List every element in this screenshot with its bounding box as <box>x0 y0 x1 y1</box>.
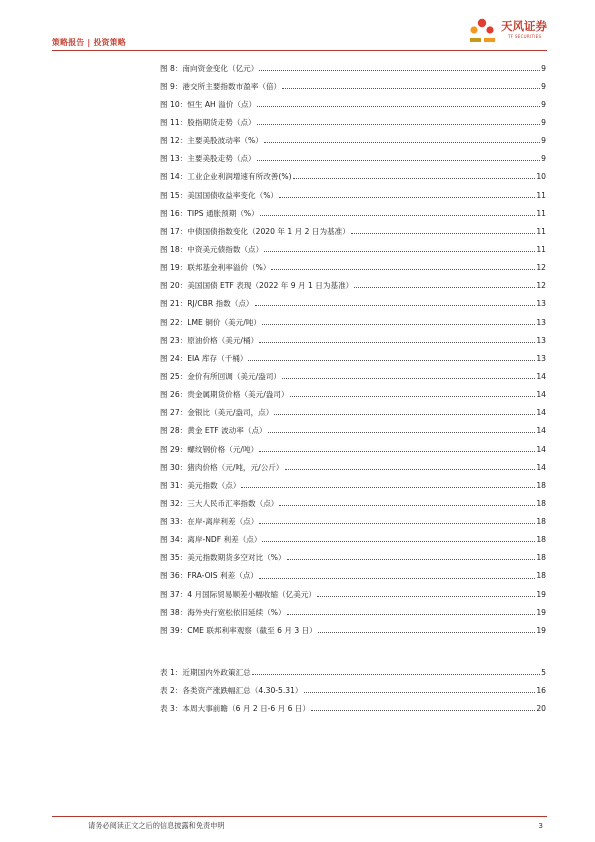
table-of-contents <box>160 54 546 713</box>
dot-leader <box>257 124 541 125</box>
toc-entry-page: 12 <box>536 281 546 291</box>
dot-leader <box>268 432 536 433</box>
figure-toc-entry[interactable] <box>160 181 546 199</box>
dot-leader <box>279 197 535 198</box>
figure-toc-entry[interactable] <box>160 381 546 399</box>
toc-entry-label: 图 24：EIA 库存（千桶） <box>160 353 248 363</box>
dot-leader <box>259 342 535 343</box>
toc-entry-label: 图 37：4 月国际贸易顺差小幅收缩（亿美元） <box>160 589 317 599</box>
dot-leader <box>351 233 536 234</box>
figure-toc-entry[interactable] <box>160 580 546 598</box>
dot-leader <box>271 269 535 270</box>
dot-leader <box>287 559 536 560</box>
toc-entry-page: 16 <box>536 686 546 696</box>
toc-entry-label: 表 2：各类资产涨跌幅汇总（4.30-5.31） <box>160 686 303 696</box>
figure-toc-entry[interactable] <box>160 362 546 380</box>
toc-entry-label: 图 18：中资美元债指数（点） <box>160 244 264 254</box>
dot-leader <box>274 414 535 415</box>
toc-entry-label: 图 38：海外央行宽松依旧延续（%） <box>160 607 286 617</box>
toc-entry-page: 18 <box>536 535 546 545</box>
dot-leader <box>282 378 535 379</box>
dot-leader <box>304 692 536 693</box>
toc-entry-page: 5 <box>541 668 546 678</box>
dot-leader <box>282 88 540 89</box>
toc-entry-label: 图 19：联邦基金利率溢价（%） <box>160 263 271 273</box>
table-toc-entry[interactable] <box>160 659 546 677</box>
toc-entry-page: 20 <box>536 704 546 714</box>
page-number: 3 <box>538 821 543 830</box>
figure-toc-entry[interactable] <box>160 435 546 453</box>
toc-entry-label: 图 11：股指期货走势（点） <box>160 117 256 127</box>
figure-toc-entry[interactable] <box>160 72 546 90</box>
figure-toc-entry[interactable] <box>160 598 546 616</box>
dot-leader <box>354 287 535 288</box>
figure-list <box>160 54 546 635</box>
toc-entry-page: 11 <box>536 190 546 200</box>
toc-entry-page: 19 <box>536 625 546 635</box>
toc-entry-label: 图 36：FRA-OIS 利差（点） <box>160 571 258 581</box>
toc-entry-label: 图 30：猪肉价格（元/吨，元/公斤） <box>160 462 284 472</box>
toc-entry-page: 14 <box>536 390 546 400</box>
toc-entry-page: 12 <box>536 263 546 273</box>
toc-entry-page: 9 <box>541 136 546 146</box>
header-divider <box>52 50 547 51</box>
dot-leader <box>259 523 535 524</box>
figure-toc-entry[interactable] <box>160 399 546 417</box>
figure-toc-entry[interactable] <box>160 417 546 435</box>
toc-entry-label: 图 32：三大人民币汇率指数（点） <box>160 498 279 508</box>
toc-entry-label: 表 1：近期国内外政策汇总 <box>160 668 251 678</box>
dot-leader <box>259 451 535 452</box>
dot-leader <box>279 505 535 506</box>
figure-toc-entry[interactable] <box>160 544 546 562</box>
toc-entry-label: 图 10：恒生 AH 溢价（点） <box>160 99 257 109</box>
toc-entry-label: 图 25：金价有所回调（美元/盎司） <box>160 371 281 381</box>
figure-toc-entry[interactable] <box>160 217 546 235</box>
toc-entry-page: 13 <box>536 299 546 309</box>
toc-entry-label: 图 16：TIPS 通胀预期（%） <box>160 208 259 218</box>
toc-entry-page: 9 <box>541 154 546 164</box>
toc-entry-label: 图 26：贵金属期货价格（美元/盎司） <box>160 390 289 400</box>
figure-toc-entry[interactable] <box>160 108 546 126</box>
toc-entry-page: 19 <box>536 607 546 617</box>
dot-leader <box>259 70 540 71</box>
toc-entry-page: 11 <box>536 226 546 236</box>
toc-entry-label: 图 21：RJ/CBR 指数（点） <box>160 299 254 309</box>
toc-entry-page: 9 <box>541 63 546 73</box>
figure-toc-entry[interactable] <box>160 616 546 634</box>
toc-entry-label: 图 13：主要美股走势（点） <box>160 154 256 164</box>
toc-entry-label: 图 28：黄金 ETF 波动率（点） <box>160 426 267 436</box>
dot-leader <box>260 215 536 216</box>
dot-leader <box>252 674 540 675</box>
figure-toc-entry[interactable] <box>160 127 546 145</box>
dot-leader <box>264 142 540 143</box>
dot-leader <box>290 396 536 397</box>
figure-toc-entry[interactable] <box>160 508 546 526</box>
figure-toc-entry[interactable] <box>160 90 546 108</box>
figure-toc-entry[interactable] <box>160 471 546 489</box>
company-logo <box>466 17 551 49</box>
figure-toc-entry[interactable] <box>160 453 546 471</box>
table-toc-entry[interactable] <box>160 695 546 713</box>
dot-leader <box>293 178 536 179</box>
toc-entry-page: 18 <box>536 571 546 581</box>
toc-entry-page: 10 <box>536 172 546 182</box>
toc-entry-page: 18 <box>536 517 546 527</box>
toc-entry-page: 13 <box>536 335 546 345</box>
dot-leader <box>285 469 536 470</box>
dot-leader <box>317 596 535 597</box>
toc-entry-label: 图 31：美元指数（点） <box>160 480 241 490</box>
logo-name: 天风证券 <box>501 19 547 33</box>
toc-entry-page: 9 <box>541 117 546 127</box>
toc-entry-page: 11 <box>536 208 546 218</box>
table-list <box>160 659 546 713</box>
dot-leader <box>248 360 535 361</box>
figure-toc-entry[interactable] <box>160 163 546 181</box>
toc-entry-label: 图 33：在岸-离岸利差（点） <box>160 517 259 527</box>
toc-entry-label: 图 27：金银比（美元/盎司，点） <box>160 408 274 418</box>
dot-leader <box>259 578 535 579</box>
figure-toc-entry[interactable] <box>160 344 546 362</box>
toc-entry-label: 图 8：南向资金变化（亿元） <box>160 63 259 73</box>
figure-toc-entry[interactable] <box>160 562 546 580</box>
toc-entry-label: 图 35：美元指数期货多空对比（%） <box>160 553 286 563</box>
toc-entry-label: 图 9：港交所主要指数市盈率（倍） <box>160 81 282 91</box>
toc-entry-label: 图 39：CME 联邦利率观察（截至 6 月 3 日） <box>160 625 317 635</box>
dot-leader <box>255 305 536 306</box>
footer-disclaimer: 请务必阅读正文之后的信息披露和免责申明 <box>88 821 225 830</box>
toc-entry-label: 图 14：工业企业利润增速有所改善(%) <box>160 172 292 182</box>
figure-toc-entry[interactable] <box>160 145 546 163</box>
toc-entry-page: 14 <box>536 426 546 436</box>
logo-mark-icon <box>466 17 500 47</box>
toc-entry-label: 图 22：LME 铜价（美元/吨） <box>160 317 261 327</box>
figure-toc-entry[interactable] <box>160 272 546 290</box>
toc-entry-label: 图 29：螺纹钢价格（元/吨） <box>160 444 259 454</box>
toc-entry-page: 19 <box>536 589 546 599</box>
figure-toc-entry[interactable] <box>160 290 546 308</box>
toc-entry-page: 9 <box>541 99 546 109</box>
figure-toc-entry[interactable] <box>160 54 546 72</box>
toc-entry-page: 18 <box>536 498 546 508</box>
logo-subtitle: TF SECURITIES <box>508 34 542 39</box>
figure-toc-entry[interactable] <box>160 308 546 326</box>
footer-divider <box>52 816 547 817</box>
dot-leader <box>241 487 535 488</box>
table-toc-entry[interactable] <box>160 677 546 695</box>
toc-entry-page: 14 <box>536 444 546 454</box>
dot-leader <box>262 324 535 325</box>
dot-leader <box>257 106 540 107</box>
toc-entry-label: 图 20：美国国债 ETF 表现（2022 年 9 月 1 日为基准） <box>160 281 354 291</box>
toc-entry-page: 14 <box>536 371 546 381</box>
figure-toc-entry[interactable] <box>160 326 546 344</box>
toc-entry-page: 11 <box>536 244 546 254</box>
dot-leader <box>262 541 535 542</box>
report-category: 策略报告 | 投资策略 <box>52 38 126 47</box>
toc-entry-page: 18 <box>536 553 546 563</box>
toc-entry-page: 13 <box>536 317 546 327</box>
dot-leader <box>318 632 536 633</box>
toc-entry-label: 图 34：离岸-NDF 利差（点） <box>160 535 262 545</box>
dot-leader <box>287 614 536 615</box>
toc-entry-label: 图 17：中债国债指数变化（2020 年 1 月 2 日为基准） <box>160 226 350 236</box>
toc-entry-page: 18 <box>536 480 546 490</box>
figure-toc-entry[interactable] <box>160 526 546 544</box>
dot-leader <box>264 251 535 252</box>
figure-toc-entry[interactable] <box>160 235 546 253</box>
toc-entry-page: 9 <box>541 81 546 91</box>
toc-entry-page: 14 <box>536 408 546 418</box>
section-gap <box>160 635 546 659</box>
figure-toc-entry[interactable] <box>160 254 546 272</box>
dot-leader <box>311 710 535 711</box>
figure-toc-entry[interactable] <box>160 489 546 507</box>
figure-toc-entry[interactable] <box>160 199 546 217</box>
toc-entry-label: 表 3：本周大事前瞻（6 月 2 日-6 月 6 日） <box>160 704 311 714</box>
toc-entry-page: 14 <box>536 462 546 472</box>
toc-entry-label: 图 23：原油价格（美元/桶） <box>160 335 259 345</box>
toc-entry-label: 图 12：主要美股波动率（%） <box>160 136 263 146</box>
toc-entry-page: 13 <box>536 353 546 363</box>
dot-leader <box>257 160 541 161</box>
toc-entry-label: 图 15：美国国债收益率变化（%） <box>160 190 279 200</box>
